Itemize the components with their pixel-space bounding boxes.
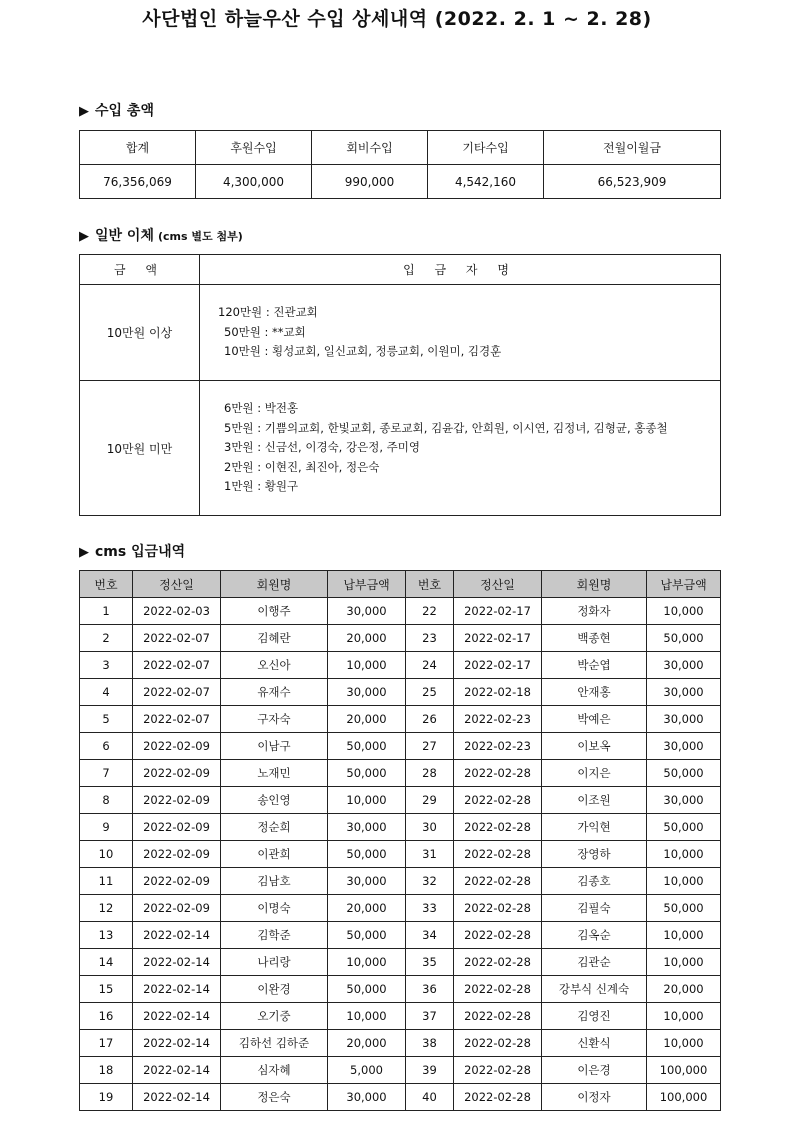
cms-cell-date: 2022-02-14 <box>133 976 221 1003</box>
cms-cell-date: 2022-02-07 <box>133 652 221 679</box>
cms-header-cell: 회원명 <box>542 571 647 598</box>
cms-cell-amount: 10,000 <box>647 1030 721 1057</box>
cms-cell-member: 오신아 <box>221 652 328 679</box>
cms-header-cell: 납부금액 <box>647 571 721 598</box>
cms-header-cell: 정산일 <box>133 571 221 598</box>
table-row <box>80 652 721 679</box>
cms-cell-amount: 30,000 <box>647 652 721 679</box>
transfer-heading-label: 일반 이체 <box>95 228 154 244</box>
summary-heading-label: 수입 총액 <box>95 103 154 119</box>
cms-cell-date: 2022-02-18 <box>454 679 542 706</box>
cms-cell-no: 27 <box>406 733 454 760</box>
cms-cell-no: 2 <box>80 625 133 652</box>
cms-cell-date: 2022-02-09 <box>133 841 221 868</box>
cms-cell-date: 2022-02-28 <box>454 895 542 922</box>
cms-header-cell: 번호 <box>406 571 454 598</box>
cms-cell-amount: 20,000 <box>328 706 406 733</box>
table-row <box>80 895 721 922</box>
cms-cell-member: 이명숙 <box>221 895 328 922</box>
cms-cell-amount: 10,000 <box>647 949 721 976</box>
cms-cell-date: 2022-02-28 <box>454 1084 542 1111</box>
cms-cell-member: 김영진 <box>542 1003 647 1030</box>
cms-cell-member: 이은경 <box>542 1057 647 1084</box>
cms-cell-amount: 10,000 <box>647 868 721 895</box>
cms-cell-date: 2022-02-28 <box>454 1057 542 1084</box>
table-row <box>80 922 721 949</box>
cms-cell-member: 정순희 <box>221 814 328 841</box>
summary-value-cell: 4,300,000 <box>196 165 312 199</box>
summary-header-cell: 전월이월금 <box>544 131 721 165</box>
cms-cell-amount: 10,000 <box>647 922 721 949</box>
page-title: 사단법인 하늘우산 수입 상세내역 (2022. 2. 1 ~ 2. 28) <box>142 8 652 30</box>
cms-cell-no: 24 <box>406 652 454 679</box>
transfer-row-under <box>80 381 721 516</box>
cms-cell-date: 2022-02-23 <box>454 733 542 760</box>
transfer-category: 10만원 이상 <box>80 285 200 381</box>
cms-table-body <box>80 598 721 1111</box>
cms-cell-no: 31 <box>406 841 454 868</box>
cms-cell-no: 17 <box>80 1030 133 1057</box>
cms-cell-amount: 30,000 <box>647 679 721 706</box>
summary-value-cell: 4,542,160 <box>428 165 544 199</box>
cms-cell-amount: 10,000 <box>647 1003 721 1030</box>
cms-cell-member: 정화자 <box>542 598 647 625</box>
cms-cell-date: 2022-02-28 <box>454 976 542 1003</box>
table-row <box>80 760 721 787</box>
table-row <box>80 787 721 814</box>
cms-cell-date: 2022-02-09 <box>133 787 221 814</box>
cms-cell-member: 김학준 <box>221 922 328 949</box>
cms-cell-no: 39 <box>406 1057 454 1084</box>
cms-header-cell: 정산일 <box>454 571 542 598</box>
cms-cell-no: 1 <box>80 598 133 625</box>
cms-cell-date: 2022-02-07 <box>133 679 221 706</box>
cms-cell-amount: 50,000 <box>647 760 721 787</box>
table-row <box>80 1084 721 1111</box>
cms-cell-date: 2022-02-23 <box>454 706 542 733</box>
cms-header-cell: 납부금액 <box>328 571 406 598</box>
cms-cell-amount: 30,000 <box>647 787 721 814</box>
cms-cell-date: 2022-02-14 <box>133 949 221 976</box>
depositor-line: 5만원 : 기쁨의교회, 한빛교회, 종로교회, 김윤갑, 안희원, 이시연, 김정녀, 김형균, 홍종철 <box>224 420 668 435</box>
cms-cell-no: 6 <box>80 733 133 760</box>
cms-cell-member: 김하선 김하준 <box>221 1030 328 1057</box>
summary-table <box>79 130 721 199</box>
cms-cell-date: 2022-02-14 <box>133 1030 221 1057</box>
cms-cell-date: 2022-02-14 <box>133 1084 221 1111</box>
summary-header-cell: 기타수입 <box>428 131 544 165</box>
cms-cell-date: 2022-02-17 <box>454 652 542 679</box>
cms-cell-date: 2022-02-14 <box>133 1057 221 1084</box>
cms-cell-date: 2022-02-14 <box>133 1003 221 1030</box>
cms-cell-member: 강부식 신계숙 <box>542 976 647 1003</box>
cms-cell-no: 3 <box>80 652 133 679</box>
table-row <box>80 733 721 760</box>
cms-cell-amount: 50,000 <box>328 976 406 1003</box>
summary-header-cell: 회비수입 <box>312 131 428 165</box>
cms-cell-date: 2022-02-09 <box>133 814 221 841</box>
cms-cell-date: 2022-02-28 <box>454 787 542 814</box>
summary-value-cell: 990,000 <box>312 165 428 199</box>
cms-cell-member: 이보옥 <box>542 733 647 760</box>
cms-cell-date: 2022-02-28 <box>454 949 542 976</box>
cms-cell-no: 11 <box>80 868 133 895</box>
cms-cell-amount: 10,000 <box>647 841 721 868</box>
cms-cell-member: 송인영 <box>221 787 328 814</box>
table-row <box>80 841 721 868</box>
cms-cell-no: 7 <box>80 760 133 787</box>
cms-cell-no: 40 <box>406 1084 454 1111</box>
transfer-heading <box>79 225 243 245</box>
cms-cell-amount: 30,000 <box>328 868 406 895</box>
cms-cell-amount: 20,000 <box>328 1030 406 1057</box>
summary-value-row <box>80 165 721 199</box>
transfer-table <box>79 254 721 516</box>
cms-cell-no: 10 <box>80 841 133 868</box>
depositor-line: 10만원 : 횡성교회, 일신교회, 정릉교회, 이원미, 김경훈 <box>224 344 502 359</box>
cms-cell-date: 2022-02-28 <box>454 814 542 841</box>
cms-cell-no: 14 <box>80 949 133 976</box>
cms-cell-amount: 5,000 <box>328 1057 406 1084</box>
cms-cell-member: 유재수 <box>221 679 328 706</box>
table-row <box>80 1057 721 1084</box>
cms-cell-date: 2022-02-07 <box>133 625 221 652</box>
cms-cell-no: 34 <box>406 922 454 949</box>
summary-header-cell: 합계 <box>80 131 196 165</box>
table-row <box>80 868 721 895</box>
cms-cell-member: 신환식 <box>542 1030 647 1057</box>
cms-cell-amount: 10,000 <box>328 949 406 976</box>
transfer-row-over <box>80 285 721 381</box>
cms-cell-no: 28 <box>406 760 454 787</box>
transfer-depositor-list <box>200 381 721 516</box>
cms-cell-member: 노재민 <box>221 760 328 787</box>
transfer-subheading: (cms 별도 첨부) <box>157 230 243 243</box>
cms-cell-amount: 50,000 <box>328 922 406 949</box>
cms-cell-amount: 50,000 <box>647 895 721 922</box>
triangle-arrow-icon: ▶ <box>79 104 89 119</box>
cms-cell-member: 정은숙 <box>221 1084 328 1111</box>
cms-cell-no: 8 <box>80 787 133 814</box>
cms-cell-no: 38 <box>406 1030 454 1057</box>
cms-cell-amount: 20,000 <box>647 976 721 1003</box>
cms-cell-amount: 10,000 <box>328 787 406 814</box>
cms-cell-no: 29 <box>406 787 454 814</box>
cms-cell-no: 4 <box>80 679 133 706</box>
depositor-line: 6만원 : 박전홍 <box>224 401 299 416</box>
cms-cell-date: 2022-02-28 <box>454 760 542 787</box>
cms-cell-amount: 10,000 <box>328 1003 406 1030</box>
cms-cell-member: 가익현 <box>542 814 647 841</box>
cms-cell-member: 이조원 <box>542 787 647 814</box>
cms-cell-member: 이정자 <box>542 1084 647 1111</box>
depositor-line: 120만원 : 진관교회 <box>218 305 318 320</box>
triangle-arrow-icon: ▶ <box>79 545 89 560</box>
cms-cell-member: 이남구 <box>221 733 328 760</box>
cms-cell-member: 백종현 <box>542 625 647 652</box>
table-row <box>80 814 721 841</box>
cms-cell-date: 2022-02-09 <box>133 868 221 895</box>
cms-table <box>79 570 721 1111</box>
summary-header-cell: 후원수입 <box>196 131 312 165</box>
cms-heading-label: cms 입금내역 <box>95 544 186 560</box>
cms-cell-amount: 20,000 <box>328 625 406 652</box>
cms-cell-no: 30 <box>406 814 454 841</box>
cms-cell-amount: 30,000 <box>328 598 406 625</box>
cms-cell-no: 32 <box>406 868 454 895</box>
table-row <box>80 949 721 976</box>
cms-cell-amount: 100,000 <box>647 1057 721 1084</box>
cms-cell-amount: 50,000 <box>328 760 406 787</box>
depositor-line: 1만원 : 황원구 <box>224 479 299 494</box>
cms-header-cell: 번호 <box>80 571 133 598</box>
cms-cell-member: 박예은 <box>542 706 647 733</box>
cms-cell-member: 김관순 <box>542 949 647 976</box>
cms-cell-member: 김옥순 <box>542 922 647 949</box>
cms-cell-date: 2022-02-07 <box>133 706 221 733</box>
cms-cell-amount: 30,000 <box>328 814 406 841</box>
cms-heading <box>79 541 185 561</box>
table-row <box>80 706 721 733</box>
cms-cell-no: 35 <box>406 949 454 976</box>
cms-cell-date: 2022-02-28 <box>454 1030 542 1057</box>
depositor-line: 2만원 : 이현진, 최진아, 정은숙 <box>224 459 380 474</box>
cms-cell-member: 장영하 <box>542 841 647 868</box>
triangle-arrow-icon: ▶ <box>79 229 89 244</box>
cms-cell-amount: 10,000 <box>328 652 406 679</box>
cms-cell-date: 2022-02-28 <box>454 841 542 868</box>
table-row <box>80 976 721 1003</box>
cms-cell-amount: 20,000 <box>328 895 406 922</box>
transfer-category: 10만원 미만 <box>80 381 200 516</box>
cms-cell-no: 16 <box>80 1003 133 1030</box>
cms-cell-no: 22 <box>406 598 454 625</box>
cms-cell-no: 9 <box>80 814 133 841</box>
cms-cell-member: 구자숙 <box>221 706 328 733</box>
cms-header-row <box>80 571 721 598</box>
table-row <box>80 1030 721 1057</box>
depositor-line: 50만원 : **교회 <box>224 324 306 339</box>
cms-cell-date: 2022-02-28 <box>454 922 542 949</box>
cms-cell-no: 33 <box>406 895 454 922</box>
cms-cell-member: 이행주 <box>221 598 328 625</box>
table-row <box>80 625 721 652</box>
cms-cell-no: 25 <box>406 679 454 706</box>
cms-cell-member: 이완경 <box>221 976 328 1003</box>
cms-cell-amount: 100,000 <box>647 1084 721 1111</box>
transfer-header-depositor: 입 금 자 명 <box>200 255 721 285</box>
cms-cell-no: 5 <box>80 706 133 733</box>
cms-cell-no: 13 <box>80 922 133 949</box>
cms-cell-date: 2022-02-17 <box>454 598 542 625</box>
cms-cell-date: 2022-02-09 <box>133 760 221 787</box>
cms-cell-date: 2022-02-14 <box>133 922 221 949</box>
cms-header-cell: 회원명 <box>221 571 328 598</box>
cms-cell-no: 36 <box>406 976 454 1003</box>
summary-value-cell: 66,523,909 <box>544 165 721 199</box>
cms-cell-no: 19 <box>80 1084 133 1111</box>
cms-cell-no: 12 <box>80 895 133 922</box>
cms-cell-member: 박순엽 <box>542 652 647 679</box>
transfer-header-row <box>80 255 721 285</box>
cms-cell-amount: 50,000 <box>647 814 721 841</box>
transfer-depositor-list <box>200 285 721 381</box>
table-row <box>80 679 721 706</box>
cms-cell-no: 18 <box>80 1057 133 1084</box>
cms-cell-amount: 30,000 <box>647 733 721 760</box>
cms-cell-member: 김남호 <box>221 868 328 895</box>
cms-cell-amount: 30,000 <box>328 1084 406 1111</box>
cms-cell-amount: 10,000 <box>647 598 721 625</box>
summary-value-cell: 76,356,069 <box>80 165 196 199</box>
cms-cell-no: 26 <box>406 706 454 733</box>
cms-cell-member: 안재홍 <box>542 679 647 706</box>
cms-cell-amount: 50,000 <box>328 841 406 868</box>
depositor-line: 3만원 : 신금선, 이경숙, 강은정, 주미영 <box>224 440 420 455</box>
cms-cell-no: 15 <box>80 976 133 1003</box>
cms-cell-date: 2022-02-03 <box>133 598 221 625</box>
table-row <box>80 1003 721 1030</box>
cms-cell-member: 오기중 <box>221 1003 328 1030</box>
table-row <box>80 598 721 625</box>
cms-cell-no: 23 <box>406 625 454 652</box>
cms-cell-member: 김필숙 <box>542 895 647 922</box>
cms-cell-amount: 50,000 <box>328 733 406 760</box>
cms-cell-amount: 30,000 <box>328 679 406 706</box>
cms-cell-member: 김혜란 <box>221 625 328 652</box>
cms-cell-no: 37 <box>406 1003 454 1030</box>
cms-cell-amount: 30,000 <box>647 706 721 733</box>
summary-header-row <box>80 131 721 165</box>
cms-cell-member: 이지은 <box>542 760 647 787</box>
transfer-header-amount: 금 액 <box>80 255 200 285</box>
cms-cell-date: 2022-02-09 <box>133 733 221 760</box>
cms-cell-date: 2022-02-17 <box>454 625 542 652</box>
cms-cell-member: 심자혜 <box>221 1057 328 1084</box>
cms-cell-date: 2022-02-28 <box>454 1003 542 1030</box>
cms-cell-amount: 50,000 <box>647 625 721 652</box>
cms-cell-date: 2022-02-28 <box>454 868 542 895</box>
cms-cell-member: 김종호 <box>542 868 647 895</box>
cms-cell-member: 이관희 <box>221 841 328 868</box>
cms-cell-member: 나리랑 <box>221 949 328 976</box>
cms-cell-date: 2022-02-09 <box>133 895 221 922</box>
summary-heading <box>79 100 154 120</box>
